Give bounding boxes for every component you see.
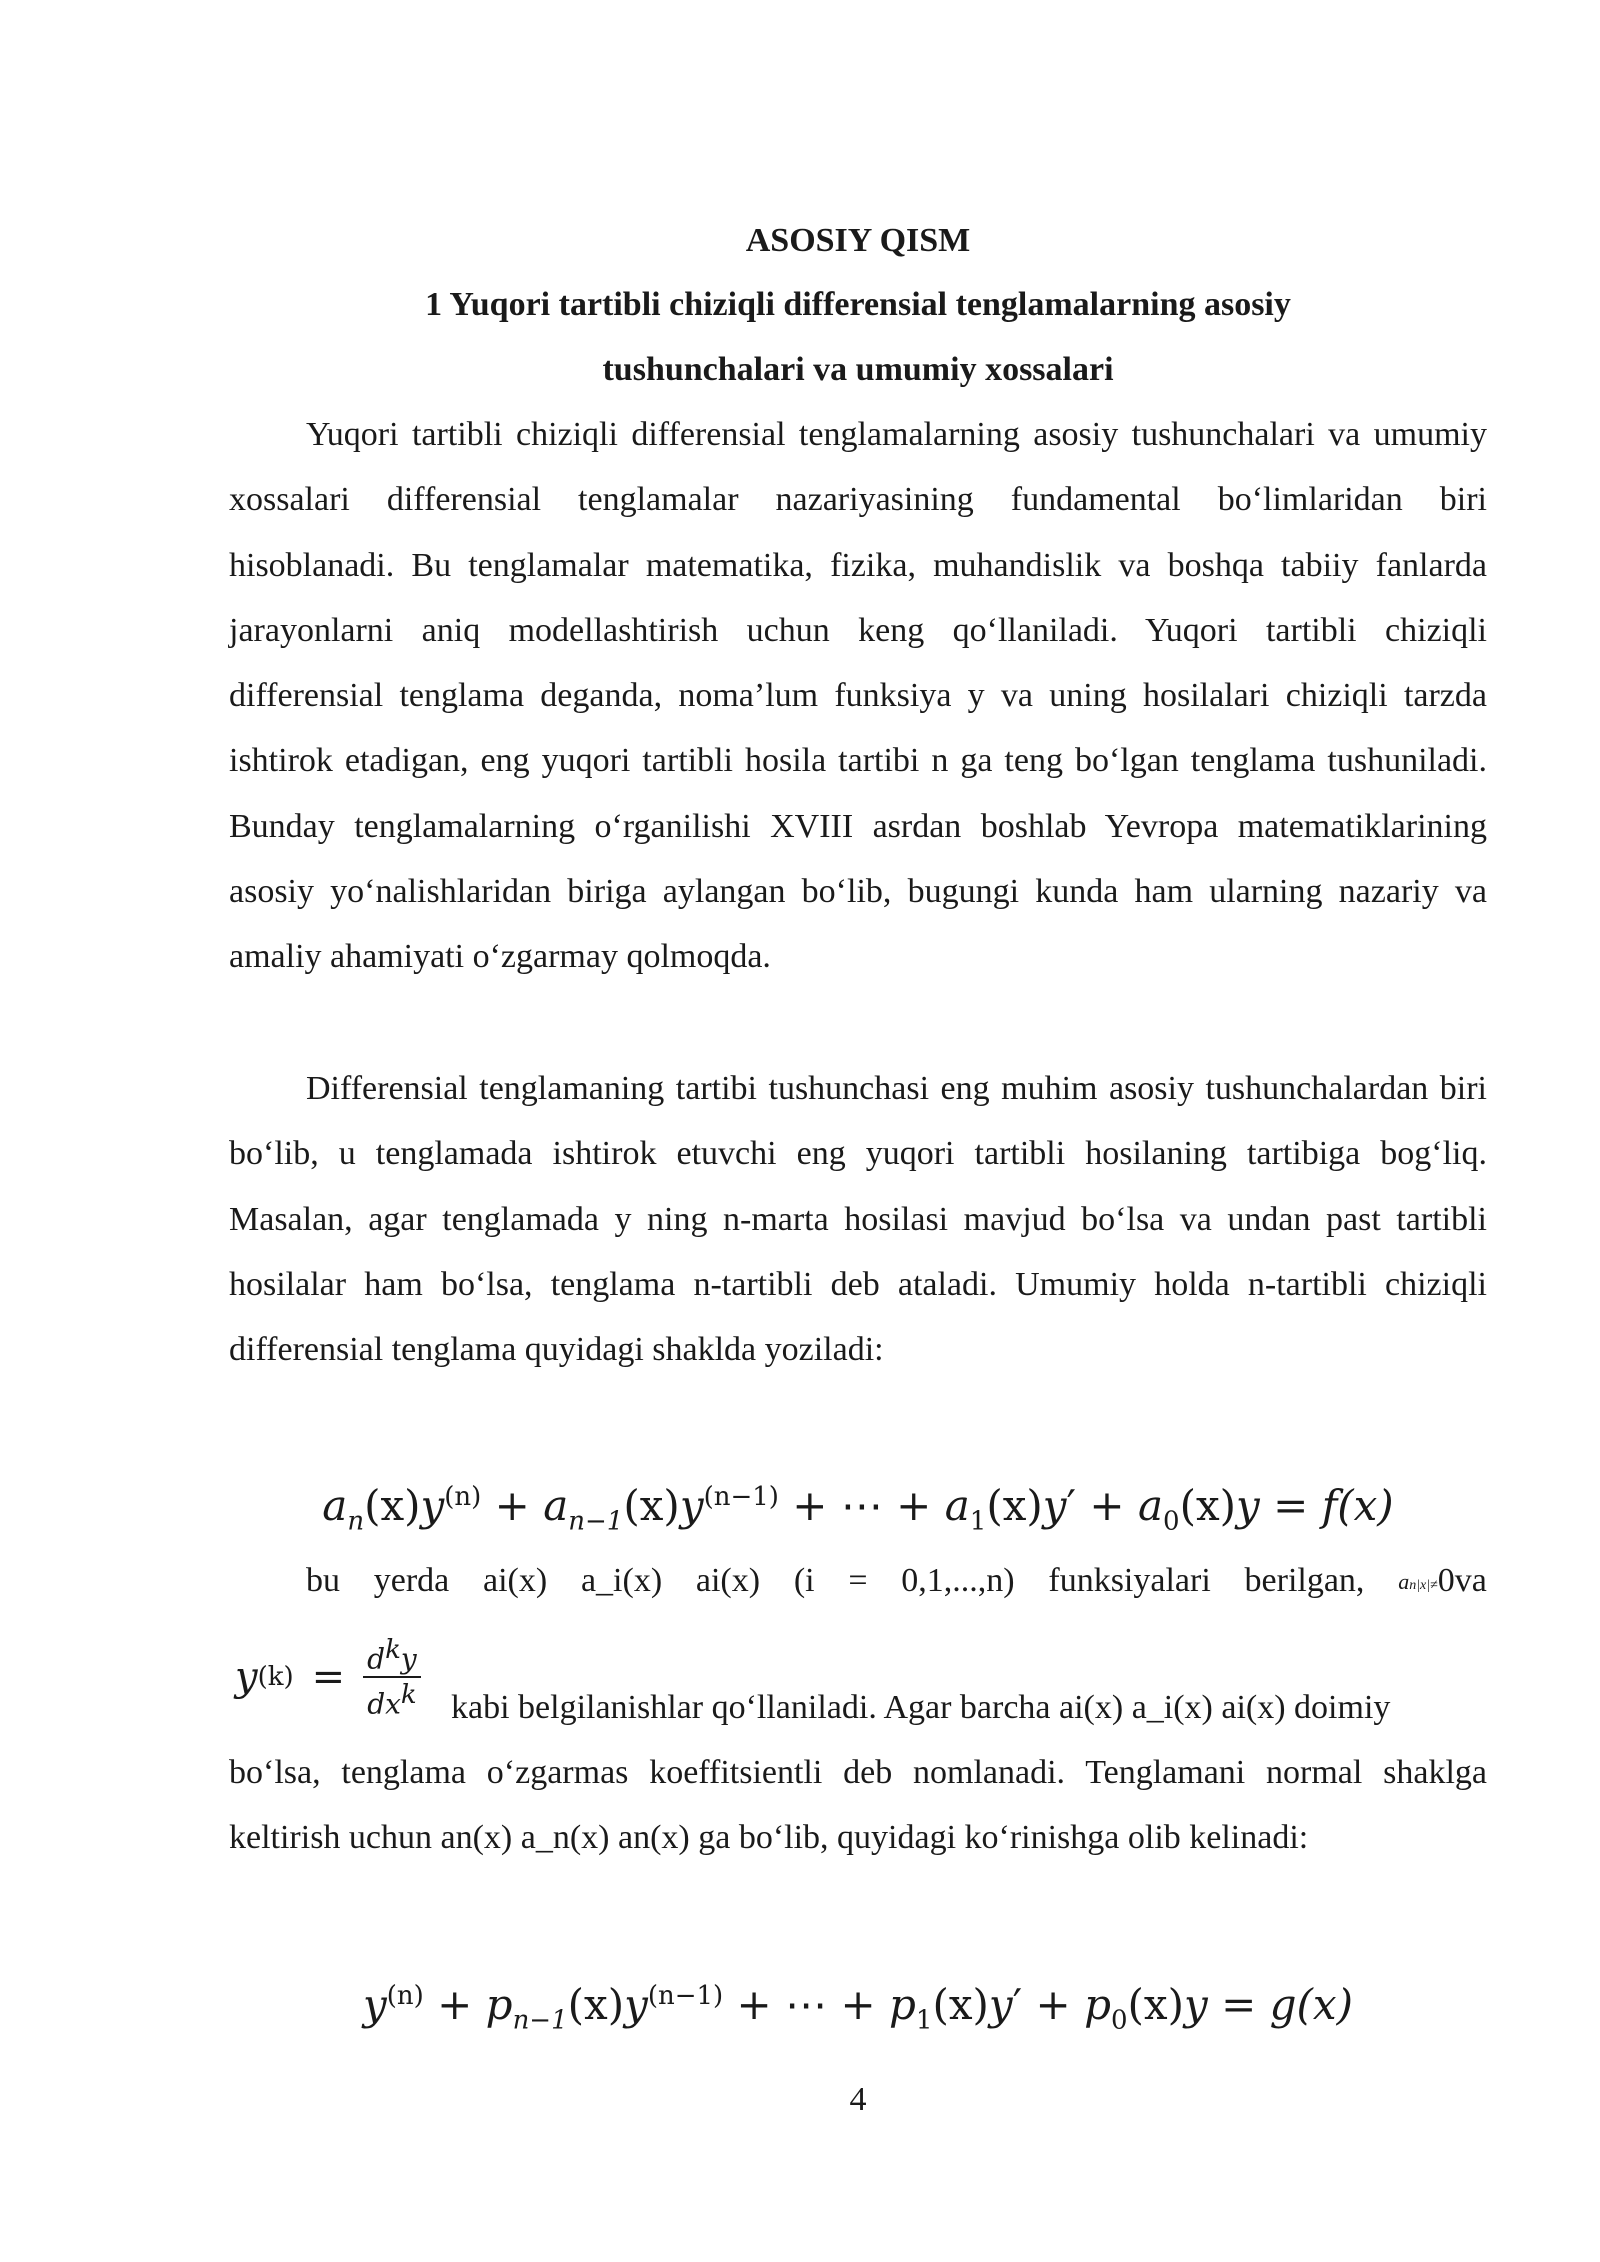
formula-general-linear-ode: $a_n(x)y^{(n)} + a_{n-1}(x)y^{(n-1)}$ + ⋯ + $a_1(x)y' + a_0(x)y = f(x)$ bbox=[322, 1481, 1394, 1537]
word: ai(x) bbox=[483, 1562, 548, 1599]
word: bu bbox=[306, 1562, 340, 1599]
document-page bbox=[229, 0, 1487, 2262]
word: = bbox=[848, 1562, 868, 1599]
word: berilgan, bbox=[1244, 1562, 1365, 1599]
formula-normal-form: $y^{(n)} + p_{n-1}(x)y^{(n-1)}$ + ⋯ + $p_1(x)y' + p_0(x)y = g(x)$ bbox=[362, 1980, 1353, 2036]
word: yerda bbox=[373, 1562, 450, 1599]
definitions-first-line bbox=[229, 1548, 1487, 1618]
word: funksiyalari bbox=[1048, 1562, 1211, 1599]
word: 0,1,...,n) bbox=[901, 1562, 1015, 1599]
notation-text: kabi belgilanishlar qo‘llaniladi. Agar barcha ai(x) a_i(x) ai(x) doimiy bbox=[451, 1689, 1391, 1726]
paragraph-intro: Yuqori tartibli chiziqli differensial tenglamalarning asosiy tushunchalari va umumiy xossalari differensial tenglamalar nazariyasining fundamental bo‘limlaridan biri hisoblanadi. Bu tenglamalar matematika, fizika, muhandislik va boshqa tabiiy fanlarda jarayonlarni aniq modellashtirish uchun keng qo‘llaniladi. Yuqori tartibli chiziqli differensial tenglama deganda, noma’lum funksiya y va uning hosilalari chiziqli tarzda ishtirok etadigan, eng yuqori tartibli hosila tartibi n ga teng bo‘lgan tenglama tushuniladi. Bunday tenglamalarning o‘rganilishi XVIII asrdan boshlab Yevropa matematiklarining asosiy yo‘nalishlaridan biriga aylangan bo‘lib, bugungi kunda ham ularning nazariy va amaliy ahamiyati o‘zgarmay qolmoqda. bbox=[229, 416, 1487, 976]
page-number: 4 bbox=[849, 2081, 867, 2118]
paragraph-order: Differensial tenglamaning tartibi tushunchasi eng muhim asosiy tushunchalardan biri bo‘lib, u tenglamada ishtirok etuvchi eng yuqori tartibli hosilaning tartibiga bog‘liq. Masalan, agar tenglamada y ning n-marta hosilasi mavjud bo‘lsa va undan past tartibli hosilalar ham bo‘lsa, tenglama n-tartibli deb ataladi. Umumiy holda n-tartibli chiziqli differensial tenglama quyidagi shaklda yoziladi: bbox=[229, 1070, 1487, 1369]
nonzero-condition: $a_{n|x|\ne}0va$ bbox=[1398, 1562, 1487, 1599]
derivative-fraction: $\frac{d^ky}{dx^k}$ bbox=[363, 1633, 421, 1722]
word: (i bbox=[793, 1562, 815, 1599]
word: ai(x) bbox=[695, 1562, 761, 1599]
paragraph-definitions bbox=[229, 1548, 1487, 1618]
section-heading bbox=[229, 272, 1487, 402]
paragraph-normal-form: bo‘lsa, tenglama o‘zgarmas koeffitsientli deb nomlanadi. Tenglamani normal shaklga keltirish uchun an(x) a_n(x) an(x) ga bo‘lib, quyidagi ko‘rinishga olib kelinadi: bbox=[229, 1754, 1487, 1857]
section-title-line2: tushunchalari va umumiy xossalari bbox=[602, 351, 1114, 388]
section-title-line1: 1 Yuqori tartibli chiziqli differensial tenglamalarning asosiy bbox=[425, 286, 1291, 323]
chapter-title: ASOSIY QISM bbox=[745, 222, 971, 259]
derivative-notation-formula: y (k) = $\frac{d^ky}{dx^k}$ bbox=[235, 1627, 421, 1727]
derivative-notation-row bbox=[229, 1627, 1487, 1727]
chapter-heading bbox=[229, 208, 1487, 273]
word: a_i(x) bbox=[580, 1562, 663, 1599]
